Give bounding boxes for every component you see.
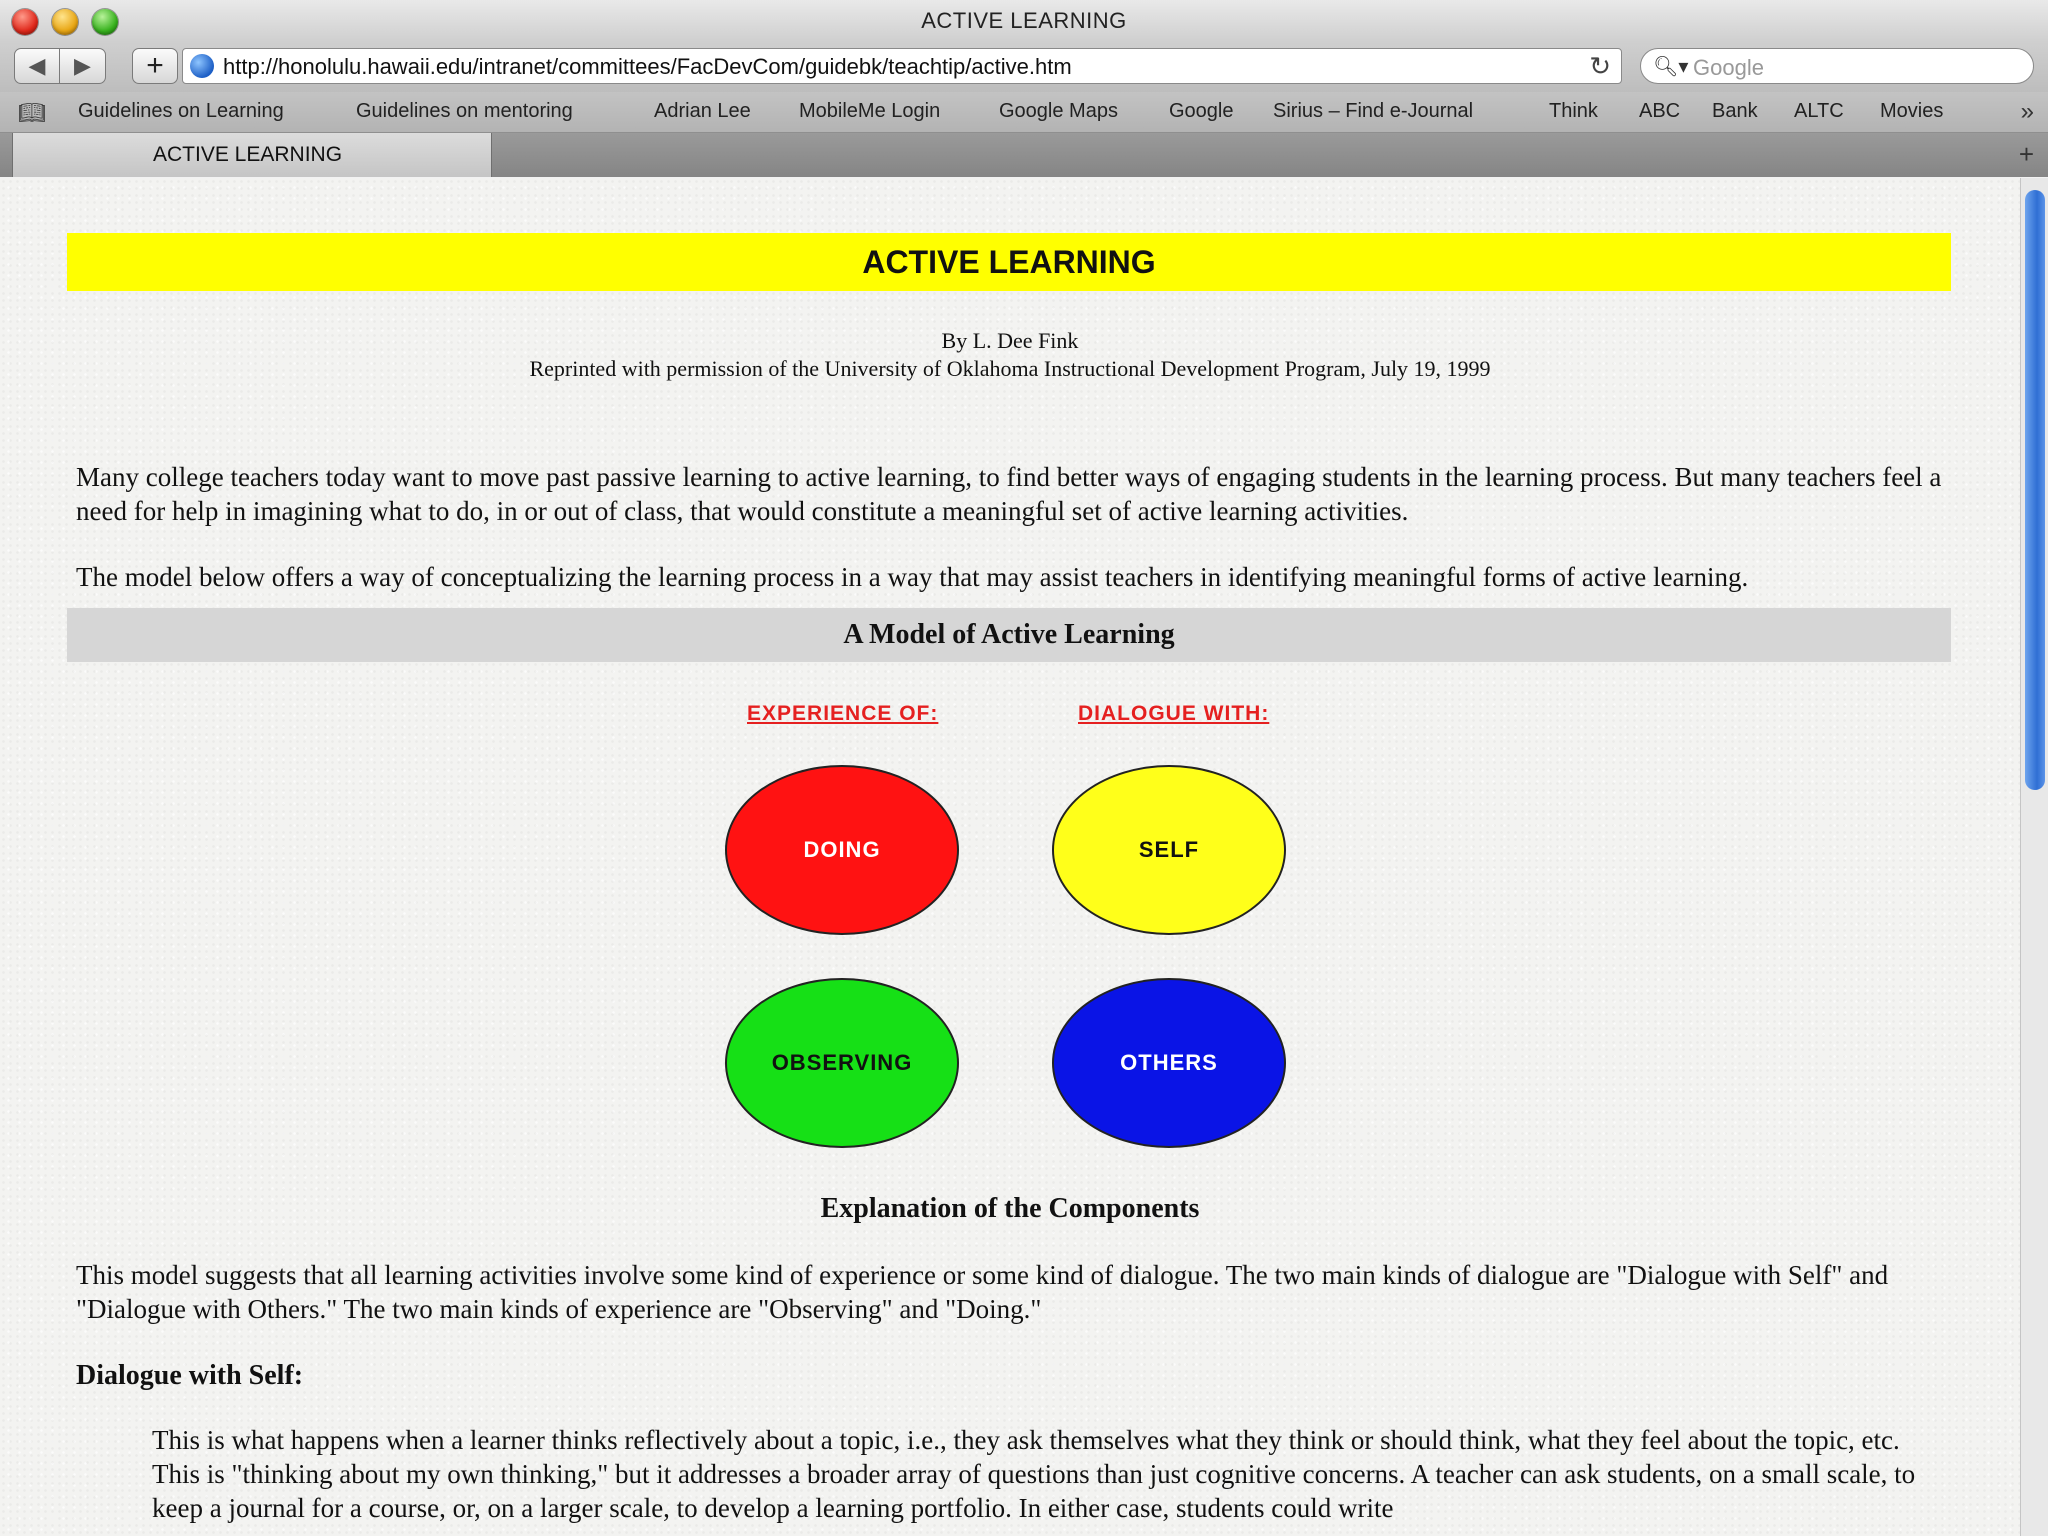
bookmark-item[interactable]: Bank <box>1712 100 1758 122</box>
tab-active-learning[interactable] <box>12 133 492 177</box>
search-icon[interactable]: 🔍︎▾ <box>1653 56 1689 78</box>
model-section-header: A Model of Active Learning <box>67 608 1951 662</box>
bookmark-item[interactable]: MobileMe Login <box>799 100 941 122</box>
search-field[interactable] <box>1640 48 2034 84</box>
bookmark-item[interactable]: Movies <box>1880 100 1944 122</box>
observing-ellipse <box>725 978 959 1148</box>
intro-paragraph-2: The model below offers a way of conceptualizing the learning process in a way that may assist teachers in identifying meaningful forms of active learning. <box>76 562 1749 592</box>
page-content <box>0 178 2020 1536</box>
bookmark-item[interactable]: Google <box>1169 100 1234 122</box>
others-ellipse <box>1052 978 1286 1148</box>
reload-icon[interactable]: ↻ <box>1589 51 1611 81</box>
forward-button[interactable] <box>60 48 106 84</box>
bookmark-item[interactable]: Google Maps <box>999 100 1118 122</box>
back-arrow-icon: ◀ <box>28 53 46 78</box>
explanation-paragraph: This model suggests that all learning activities involve some kind of experience or some kind of dialogue. The two main kinds of dialogue are "Dialogue with Self" and "Dialogue with Others." The two main kinds of experience are "Observing" and "Doing." <box>76 1260 1889 1324</box>
doing-ellipse <box>725 765 959 935</box>
bookmark-item[interactable]: Guidelines on mentoring <box>356 100 573 122</box>
forward-arrow-icon: ▶ <box>74 53 91 78</box>
chevron-more-icon[interactable]: » <box>2020 98 2034 125</box>
bookmark-item[interactable]: Adrian Lee <box>654 100 751 122</box>
globe-icon <box>190 54 214 78</box>
doing-label: DOING <box>803 837 881 862</box>
vertical-scrollbar[interactable] <box>2020 178 2048 1536</box>
plus-icon: + <box>146 49 164 82</box>
bookmarks-book-icon[interactable]: 📖︎ <box>18 100 46 125</box>
page-title: ACTIVE LEARNING <box>67 233 1951 291</box>
dialogue-with-self-paragraph: This is what happens when a learner thinks reflectively about a topic, i.e., they ask themselves what they think or should think, what they feel about the topic, etc. This is "thinking about my own thinking," but it addresses a broader array of questions than just cognitive concerns. A teacher can ask students, on a small scale, to keep a journal for a course, or, on a larger scale, to develop a learning portfolio. In either case, students could write <box>152 1425 1916 1523</box>
bookmark-item[interactable]: Sirius – Find e-Journal <box>1273 100 1474 122</box>
browser-toolbar <box>0 42 2048 92</box>
bookmarks-bar <box>0 92 2048 133</box>
others-label: OTHERS <box>1120 1050 1218 1075</box>
back-button[interactable] <box>14 48 60 84</box>
window-title: ACTIVE LEARNING <box>921 8 1127 33</box>
self-label: SELF <box>1138 837 1200 862</box>
explanation-heading: Explanation of the Components <box>820 1193 1200 1224</box>
intro-paragraph-1: Many college teachers today want to move past passive learning to active learning, to find better ways of engaging students in the learning process. But many teachers feel a need for help in imagining what to do, in or out of class, that would constitute a meaningful set of active learning activities. <box>76 462 1942 526</box>
bookmark-item[interactable]: Guidelines on Learning <box>78 100 284 122</box>
reprint-note: Reprinted with permission of the University of Oklahoma Instructional Development Program, July 19, 1999 <box>529 356 1491 381</box>
dialogue-with-self-heading: Dialogue with Self: <box>76 1360 304 1391</box>
bookmark-item[interactable]: ABC <box>1639 100 1681 122</box>
bookmark-item[interactable]: Think <box>1549 100 1598 122</box>
window-titlebar <box>0 0 2048 42</box>
address-bar[interactable] <box>182 48 1622 84</box>
bookmark-item[interactable]: ALTC <box>1794 100 1844 122</box>
observing-label: OBSERVING <box>771 1050 913 1075</box>
author-byline: By L. Dee Fink <box>941 328 1079 353</box>
new-tab-icon[interactable]: + <box>2018 139 2034 169</box>
experience-of-heading: EXPERIENCE OF: <box>747 702 939 725</box>
self-ellipse <box>1052 765 1286 935</box>
scrollbar-thumb[interactable] <box>2025 190 2045 790</box>
address-bar-url[interactable]: http://honolulu.hawaii.edu/intranet/committees/FacDevCom/guidebk/teachtip/active.htm <box>223 54 1072 79</box>
search-placeholder[interactable]: Google <box>1693 55 1764 80</box>
tab-label: ACTIVE LEARNING <box>153 143 343 166</box>
dialogue-with-heading: DIALOGUE WITH: <box>1078 702 1270 725</box>
add-bookmark-button[interactable] <box>132 48 178 84</box>
tab-bar <box>0 133 2048 177</box>
